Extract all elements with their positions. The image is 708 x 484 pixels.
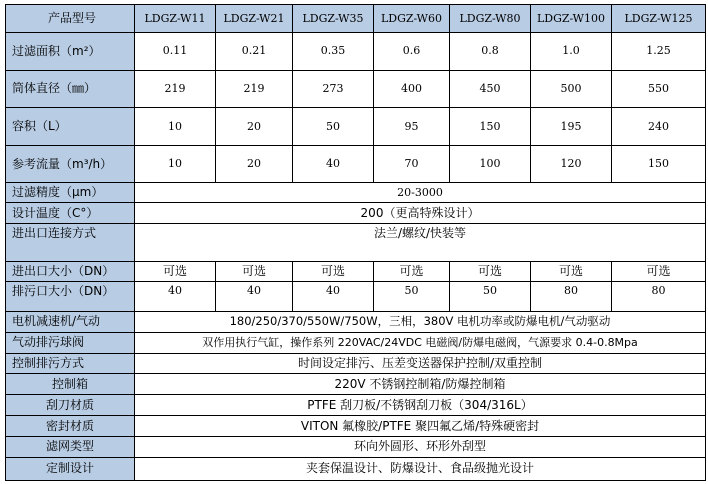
row-label: 排污口大小（DN） <box>6 281 135 311</box>
value-cell: 可选 <box>450 261 531 281</box>
table-row <box>6 395 706 416</box>
table-row <box>6 183 706 203</box>
value-cell: 195 <box>531 108 612 146</box>
spanned-value-cell: 200（更高特殊设计） <box>135 203 706 224</box>
value-cell: 80 <box>612 281 706 311</box>
row-label: 筒体直径（㎜） <box>6 70 135 108</box>
value-cell: 10 <box>135 145 216 183</box>
model-cell: LDGZ-W35 <box>293 5 374 33</box>
table-row <box>6 281 706 311</box>
spanned-value-cell: 220V 不锈钢控制箱/防爆控制箱 <box>135 374 706 395</box>
value-cell: 95 <box>374 108 450 146</box>
table-row <box>6 311 706 332</box>
value-cell: 50 <box>374 281 450 311</box>
value-cell: 0.11 <box>135 33 216 71</box>
spanned-value-cell: 环向外圆形、环形外刮型 <box>135 437 706 458</box>
value-cell: 可选 <box>374 261 450 281</box>
value-cell: 40 <box>216 281 293 311</box>
value-cell: 150 <box>612 145 706 183</box>
value-cell: 0.21 <box>216 33 293 71</box>
table-row <box>6 261 706 281</box>
value-cell: 1.0 <box>531 33 612 71</box>
spanned-value-cell: 180/250/370/550W/750W，三相，380V 电机功率或防爆电机/气动驱动 <box>135 311 706 332</box>
value-cell: 80 <box>531 281 612 311</box>
spanned-value-cell: 时间设定排污、压差变送器保护控制/双重控制 <box>135 353 706 374</box>
model-cell: LDGZ-W21 <box>216 5 293 33</box>
value-cell: 150 <box>450 108 531 146</box>
value-cell: 0.35 <box>293 33 374 71</box>
row-label: 气动排污球阀 <box>6 332 135 353</box>
table-row <box>6 416 706 437</box>
value-cell: 550 <box>612 70 706 108</box>
model-cell: LDGZ-W11 <box>135 5 216 33</box>
value-cell: 20 <box>216 145 293 183</box>
value-cell: 可选 <box>531 261 612 281</box>
table-row <box>6 457 706 480</box>
value-cell: 40 <box>293 145 374 183</box>
value-cell: 20 <box>216 108 293 146</box>
table-row <box>6 145 706 183</box>
row-label: 过滤面积（m²） <box>6 33 135 71</box>
spanned-value-cell: 双作用执行气缸，操作系列 220VAC/24VDC 电磁阀/防爆电磁阀，气源要求 0.4-0.8Mpa <box>135 332 706 353</box>
value-cell: 273 <box>293 70 374 108</box>
value-cell: 可选 <box>293 261 374 281</box>
table-row <box>6 70 706 108</box>
row-label: 密封材质 <box>6 416 135 437</box>
value-cell: 可选 <box>216 261 293 281</box>
table-row <box>6 374 706 395</box>
row-label: 滤网类型 <box>6 437 135 458</box>
header-row <box>6 5 706 33</box>
model-cell: LDGZ-W100 <box>531 5 612 33</box>
header-label: 产品型号 <box>6 5 135 33</box>
model-cell: LDGZ-W125 <box>612 5 706 33</box>
value-cell: 100 <box>450 145 531 183</box>
spanned-value-cell: 20-3000 <box>135 183 706 203</box>
value-cell: 0.8 <box>450 33 531 71</box>
row-label: 容积（L） <box>6 108 135 146</box>
table-row <box>6 437 706 458</box>
value-cell: 400 <box>374 70 450 108</box>
value-cell: 450 <box>450 70 531 108</box>
value-cell: 70 <box>374 145 450 183</box>
row-label: 控制箱 <box>6 374 135 395</box>
value-cell: 40 <box>293 281 374 311</box>
model-cell: LDGZ-W60 <box>374 5 450 33</box>
table-row <box>6 353 706 374</box>
value-cell: 40 <box>135 281 216 311</box>
row-label: 定制设计 <box>6 457 135 480</box>
model-cell: LDGZ-W80 <box>450 5 531 33</box>
row-label: 进出口大小（DN） <box>6 261 135 281</box>
table-row <box>6 332 706 353</box>
row-label: 刮刀材质 <box>6 395 135 416</box>
spec-table <box>5 4 706 481</box>
value-cell: 0.6 <box>374 33 450 71</box>
value-cell: 219 <box>135 70 216 108</box>
value-cell: 120 <box>531 145 612 183</box>
spanned-value-cell: 夹套保温设计、防爆设计、食品级抛光设计 <box>135 457 706 480</box>
value-cell: 可选 <box>612 261 706 281</box>
table-row <box>6 33 706 71</box>
value-cell: 500 <box>531 70 612 108</box>
row-label: 设计温度（C°） <box>6 203 135 224</box>
table-row <box>6 203 706 224</box>
spanned-value-cell: PTFE 刮刀板/不锈钢刮刀板（304/316L） <box>135 395 706 416</box>
table-row <box>6 108 706 146</box>
value-cell: 219 <box>216 70 293 108</box>
row-label: 控制排污方式 <box>6 353 135 374</box>
value-cell: 50 <box>293 108 374 146</box>
spanned-value-cell: VITON 氟橡胶/PTFE 聚四氟乙烯/特殊硬密封 <box>135 416 706 437</box>
row-label: 过滤精度（μm） <box>6 183 135 203</box>
row-label: 进出口连接方式 <box>6 224 135 262</box>
value-cell: 50 <box>450 281 531 311</box>
row-label: 参考流量（m³/h） <box>6 145 135 183</box>
spanned-value-cell: 法兰/螺纹/快装等 <box>135 224 706 262</box>
table-row <box>6 224 706 262</box>
row-label: 电机减速机/气动 <box>6 311 135 332</box>
value-cell: 1.25 <box>612 33 706 71</box>
value-cell: 10 <box>135 108 216 146</box>
value-cell: 240 <box>612 108 706 146</box>
value-cell: 可选 <box>135 261 216 281</box>
